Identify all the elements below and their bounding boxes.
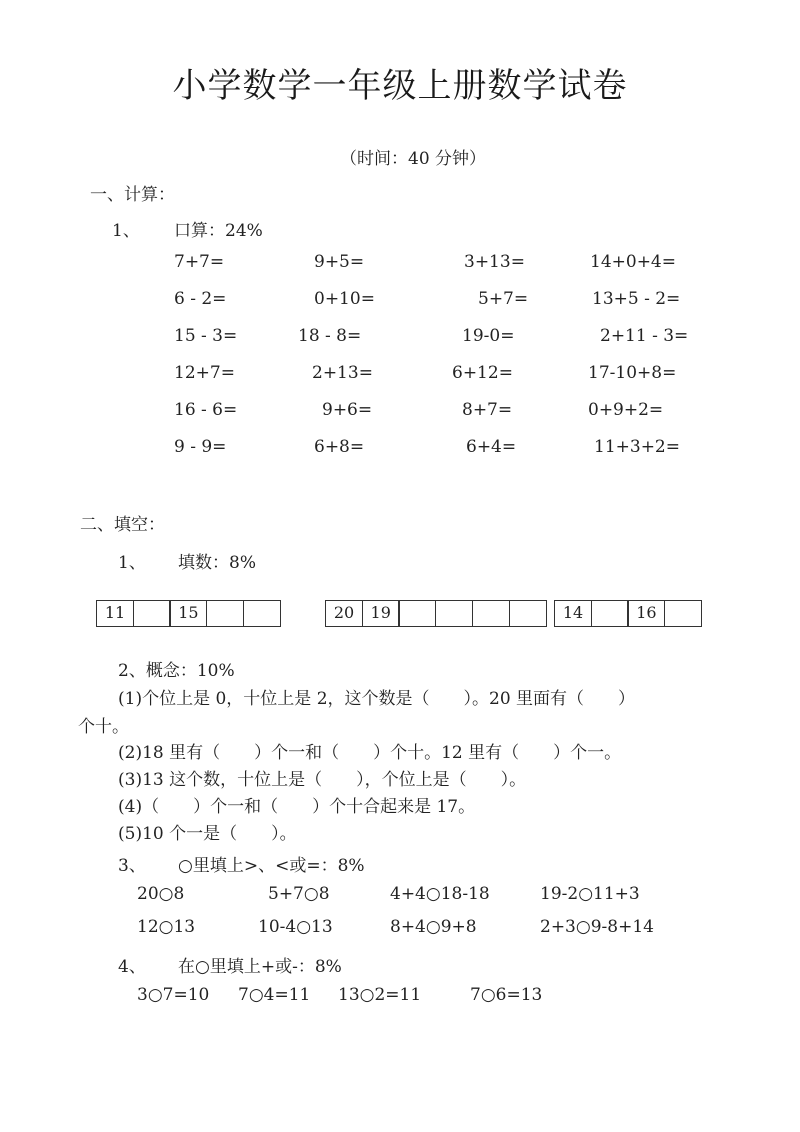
calc-item: 6+4= (466, 437, 517, 457)
calc-item: 13+5 - 2= (592, 289, 681, 309)
number-box[interactable] (664, 600, 702, 627)
calc-item: 2+13= (312, 363, 373, 383)
section2-q3-number: 3、 (118, 856, 146, 876)
operator-item: 13○2=11 (338, 985, 422, 1005)
number-box[interactable] (509, 600, 547, 627)
section2-q3-label: ○里填上>、<或=：8% (178, 856, 365, 876)
number-box[interactable]: 20 (325, 600, 363, 627)
calc-item: 7+7= (174, 252, 225, 272)
calc-item: 12+7= (174, 363, 235, 383)
compare-item: 4+4○18-18 (390, 884, 490, 904)
concept-item-1-wrap: 个十。 (78, 717, 129, 737)
section2-q1-number: 1、 (118, 553, 146, 573)
number-box[interactable] (243, 600, 281, 627)
compare-item: 12○13 (137, 917, 196, 937)
calc-item: 18 - 8= (298, 326, 362, 346)
section1-q1-number: 1、 (112, 221, 140, 241)
number-box[interactable]: 19 (362, 600, 400, 627)
section2-q2-label: 2、概念：10% (118, 661, 235, 681)
section2-q1-label: 填数：8% (178, 553, 256, 573)
compare-item: 20○8 (137, 884, 185, 904)
number-box[interactable]: 15 (169, 600, 207, 627)
calc-item: 5+7= (478, 289, 529, 309)
concept-item-1: (1)个位上是 0，十位上是 2，这个数是（ ）。20 里面有（ ） (118, 689, 636, 709)
compare-item: 8+4○9+8 (390, 917, 477, 937)
section2-q4-label: 在○里填上+或-：8% (178, 957, 342, 977)
concept-item-2: (2)18 里有（ ）个一和（ ）个十。12 里有（ ）个一。 (118, 743, 622, 763)
calc-item: 0+10= (314, 289, 375, 309)
number-box-group-2 (325, 600, 547, 627)
compare-item: 10-4○13 (258, 917, 333, 937)
calc-item: 6 - 2= (174, 289, 227, 309)
number-box[interactable]: 16 (627, 600, 665, 627)
calc-item: 8+7= (462, 400, 513, 420)
compare-item: 5+7○8 (268, 884, 330, 904)
operator-item: 3○7=10 (137, 985, 210, 1005)
section2-q4-number: 4、 (118, 957, 146, 977)
calc-item: 9+5= (314, 252, 365, 272)
concept-item-5: (5)10 个一是（ ）。 (118, 824, 297, 844)
calc-item: 3+13= (464, 252, 525, 272)
number-box[interactable] (435, 600, 473, 627)
operator-item: 7○4=11 (238, 985, 311, 1005)
calc-item: 16 - 6= (174, 400, 238, 420)
concept-item-3: (3)13 这个数，十位上是（ ），个位上是（ ）。 (118, 770, 527, 790)
calc-item: 2+11 - 3= (600, 326, 689, 346)
number-box[interactable]: 11 (96, 600, 134, 627)
calc-item: 19-0= (462, 326, 515, 346)
number-box[interactable] (206, 600, 244, 627)
concept-item-4: (4)（ ）个一和（ ）个十合起来是 17。 (118, 797, 476, 817)
calc-item: 9 - 9= (174, 437, 227, 457)
calc-item: 15 - 3= (174, 326, 238, 346)
calc-item: 0+9+2= (588, 400, 664, 420)
number-box[interactable]: 14 (554, 600, 592, 627)
calc-item: 6+8= (314, 437, 365, 457)
calc-item: 9+6= (322, 400, 373, 420)
calc-item: 14+0+4= (590, 252, 676, 272)
calc-item: 17-10+8= (588, 363, 677, 383)
section2-heading: 二、填空： (80, 515, 165, 535)
section1-q1-label: 口算：24% (174, 221, 263, 241)
number-box[interactable] (472, 600, 510, 627)
calc-item: 6+12= (452, 363, 513, 383)
compare-item: 19-2○11+3 (540, 884, 640, 904)
page-title: 小学数学一年级上册数学试卷 (172, 66, 628, 106)
number-box[interactable] (133, 600, 171, 627)
number-box-group-1 (96, 600, 281, 627)
number-box[interactable] (591, 600, 629, 627)
calc-item: 11+3+2= (594, 437, 680, 457)
section1-heading: 一、计算： (90, 185, 175, 205)
number-box[interactable] (398, 600, 436, 627)
operator-item: 7○6=13 (470, 985, 543, 1005)
number-box-group-3 (554, 600, 702, 627)
compare-item: 2+3○9-8+14 (540, 917, 654, 937)
time-limit: （时间：40 分钟） (340, 149, 487, 169)
